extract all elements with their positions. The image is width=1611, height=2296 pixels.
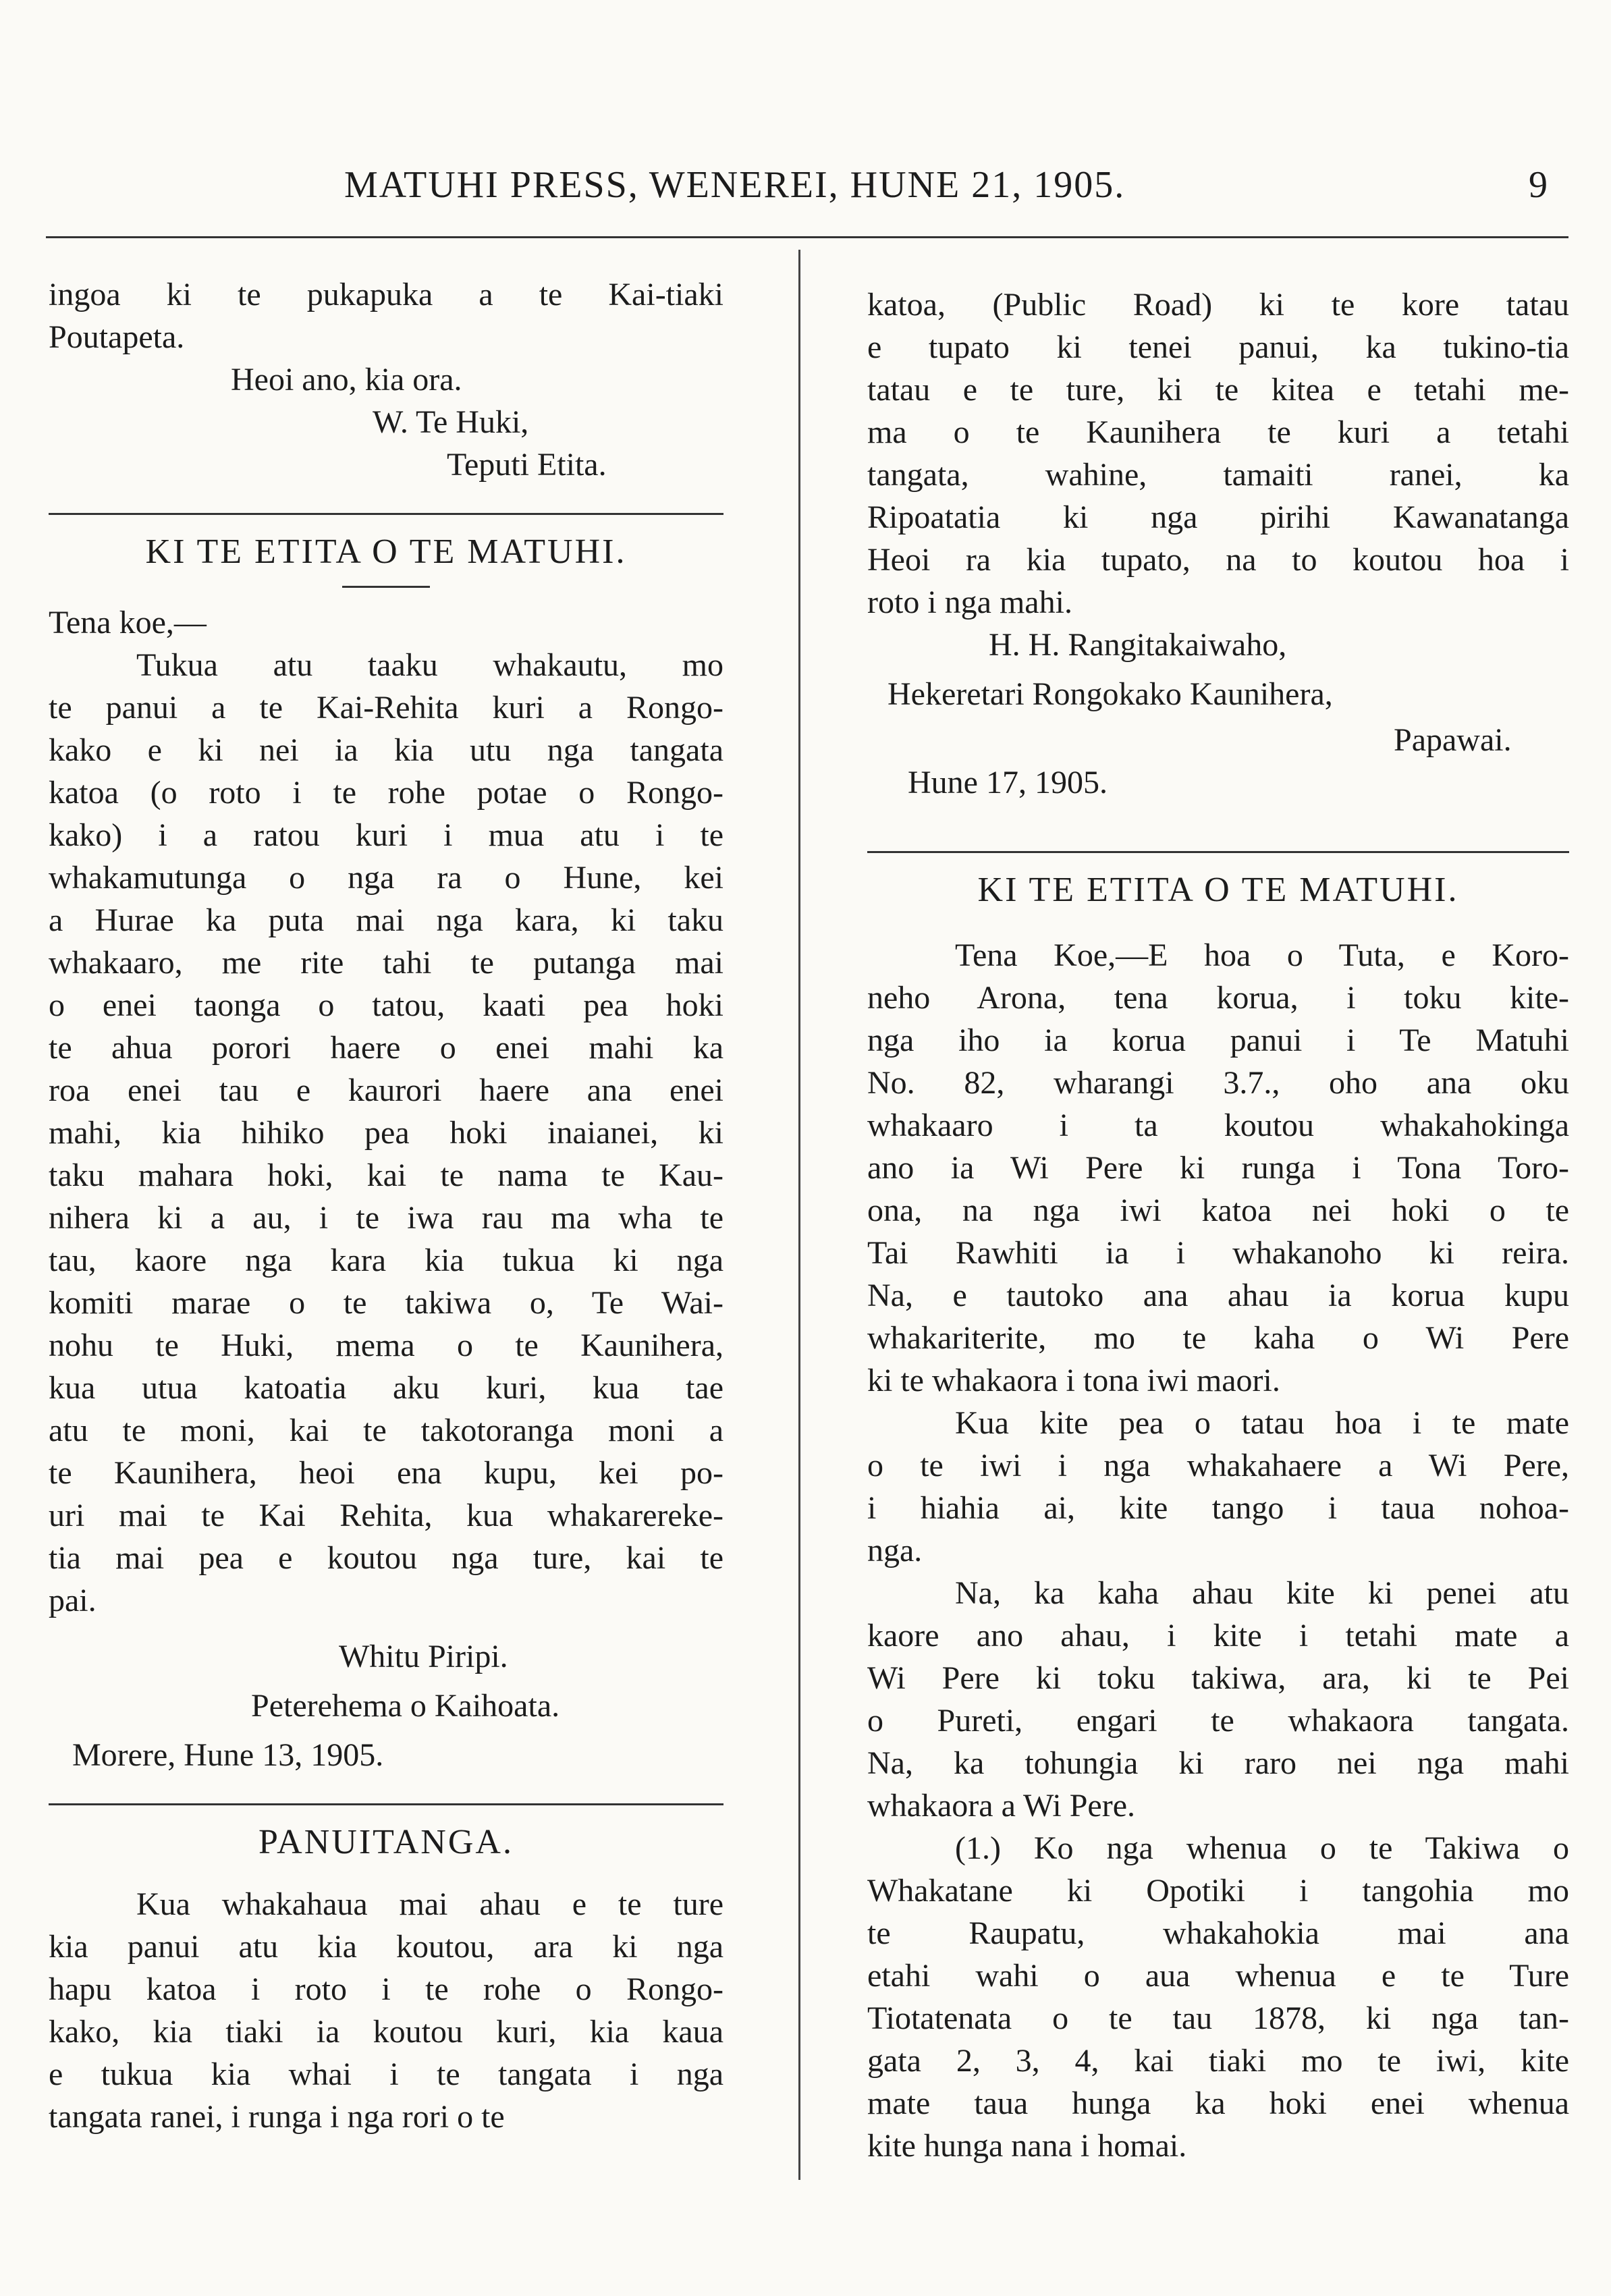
intro-role: Teputi Etita. (447, 447, 607, 483)
notice-place: Papawai. (1394, 722, 1512, 758)
text-line: nga. (867, 1533, 923, 1568)
text-line: Kua whakahaua mai ahau e te ture (136, 1886, 723, 1922)
text-line: Tena Koe,—E hoa o Tuta, e Koro- (955, 937, 1569, 973)
text-line: uri mai te Kai Rehita, kua whakarereke- (49, 1498, 723, 1533)
text-line: o enei taonga o tatou, kaati pea hoki (49, 987, 723, 1023)
text-line: katoa (o roto i te rohe potae o Rongo- (49, 775, 723, 811)
text-line: nga iho ia korua panui i Te Matuhi (867, 1022, 1569, 1058)
text-line: kua utua katoatia aku kuri, kua tae (49, 1370, 723, 1406)
text-line: ki te whakaora i tona iwi maori. (867, 1363, 1280, 1398)
text-line: whakaaro, me rite tahi te putanga mai (49, 945, 723, 981)
letter2-paragraph (867, 1402, 1569, 1572)
letter1-greeting: Tena koe,— (49, 605, 207, 640)
letter2-paragraph (867, 1827, 1569, 2167)
text-line: te panui a te Kai-Rehita kuri a Rongo- (49, 690, 723, 726)
text-line: ano ia Wi Pere ki runga i Tona Toro- (867, 1150, 1569, 1186)
text-line: katoa, (Public Road) ki te kore tatau (867, 287, 1569, 323)
letter1-title: KI TE ETITA O TE MATUHI. (145, 532, 627, 571)
text-line: tatau e te ture, ki te kitea e tetahi me- (867, 372, 1569, 408)
text-line: Whakatane ki Opotiki i tangohia mo (867, 1873, 1569, 1909)
text-line: kako, kia tiaki ia koutou kuri, kia kaua (49, 2014, 723, 2050)
text-line: tau, kaore nga kara kia tukua ki nga (49, 1242, 723, 1278)
letter1-role: Peterehema o Kaihoata. (251, 1688, 560, 1724)
notice-title: PANUITANGA. (258, 1823, 514, 1861)
header-rule (46, 236, 1568, 238)
text-line: e tupato ki tenei panui, ka tukino-tia (867, 329, 1569, 365)
text-line: Poutapeta. (49, 319, 185, 355)
text-line: nihera ki a au, i te iwa rau ma wha te (49, 1200, 723, 1236)
text-line: etahi wahi o aua whenua e te Ture (867, 1958, 1569, 1994)
notice-signature: H. H. Rangitakaiwaho, (989, 627, 1287, 663)
text-line: o Pureti, engari te whakaora tangata. (867, 1703, 1569, 1739)
letter1-body (49, 644, 723, 1622)
text-line: Ripoatatia ki nga pirihi Kawanatanga (867, 499, 1569, 535)
text-line: Wi Pere ki toku takiwa, ara, ki te Pei (867, 1660, 1569, 1696)
text-line: gata 2, 3, 4, kai tiaki mo te iwi, kite (867, 2043, 1569, 2079)
text-line: tia mai pea e koutou nga ture, kai te (49, 1540, 723, 1576)
text-line: atu te moni, kai te takotoranga moni a (49, 1413, 723, 1448)
text-line: tangata ranei, i runga i nga rori o te (49, 2099, 505, 2135)
text-line: whakamutunga o nga ra o Hune, kei (49, 860, 723, 896)
masthead-title: MATUHI PRESS, WENEREI, HUNE 21, 1905. (344, 164, 1126, 206)
intro-text (49, 273, 723, 358)
notice-role: Hekeretari Rongokako Kaunihera, (888, 676, 1333, 712)
text-line: komiti marae o te takiwa o, Te Wai- (49, 1285, 723, 1321)
text-line: kite hunga nana i homai. (867, 2128, 1187, 2164)
text-line: whakaaro i ta koutou whakahokinga (867, 1108, 1569, 1143)
text-line: mahi, kia hihiko pea hoki inaianei, ki (49, 1115, 723, 1151)
text-line: kako e ki nei ia kia utu nga tangata (49, 732, 723, 768)
text-line: taku mahara hoki, kai te nama te Kau- (49, 1157, 723, 1193)
text-line: mate taua hunga ka hoki enei whenua (867, 2085, 1569, 2121)
left-column (49, 273, 723, 2138)
title-dash (342, 586, 430, 588)
text-line: i hiahia ai, kite tango i taua nohoa- (867, 1490, 1569, 1526)
text-line: e tukua kia whai i te tangata i nga (49, 2056, 723, 2092)
text-line: (1.) Ko nga whenua o te Takiwa o (955, 1830, 1569, 1866)
text-line: Tai Rawhiti ia i whakanoho ki reira. (867, 1235, 1569, 1271)
page-number: 9 (1529, 164, 1548, 206)
text-line: roto i nga mahi. (867, 584, 1072, 620)
section-rule (49, 1803, 723, 1805)
notice-date: Hune 17, 1905. (908, 765, 1108, 800)
text-line: te ahua porori haere o enei mahi ka (49, 1030, 723, 1066)
letter1-place-date: Morere, Hune 13, 1905. (72, 1737, 384, 1773)
notice-body (49, 1883, 723, 2138)
text-line: a Hurae ka puta mai nga kara, ki taku (49, 902, 723, 938)
page-header (47, 163, 1566, 217)
text-line: kako) i a ratou kuri i mua atu i te (49, 817, 723, 853)
text-line: o te iwi i nga whakahaere a Wi Pere, (867, 1448, 1569, 1483)
letter1-signature: Whitu Piripi. (339, 1639, 508, 1674)
text-line: No. 82, wharangi 3.7., oho ana oku (867, 1065, 1569, 1101)
text-line: kia panui atu kia koutou, ara ki nga (49, 1929, 723, 1965)
right-column (867, 283, 1569, 2167)
text-line: Tiotatenata o te tau 1878, ki nga tan- (867, 2000, 1569, 2036)
text-line: ma o te Kaunihera te kuri a tetahi (867, 414, 1569, 450)
text-line: Kua kite pea o tatau hoa i te mate (955, 1405, 1569, 1441)
column-divider (798, 250, 800, 2180)
intro-closing: Heoi ano, kia ora. (231, 362, 462, 398)
text-line: te Kaunihera, heoi ena kupu, kei po- (49, 1455, 723, 1491)
text-line: roa enei tau e kaurori haere ana enei (49, 1072, 723, 1108)
text-line: ona, na nga iwi katoa nei hoki o te (867, 1193, 1569, 1228)
text-line: Na, ka tohungia ki raro nei nga mahi (867, 1745, 1569, 1781)
section-rule (49, 513, 723, 515)
text-line: neho Arona, tena korua, i toku kite- (867, 980, 1569, 1016)
text-line: tangata, wahine, tamaiti ranei, ka (867, 457, 1569, 493)
notice-continued (867, 283, 1569, 624)
text-line: whakariterite, mo te kaha o Wi Pere (867, 1320, 1569, 1356)
text-line: hapu katoa i roto i te rohe o Rongo- (49, 1971, 723, 2007)
text-line: ingoa ki te pukapuka a te Kai-tiaki (49, 277, 723, 312)
text-line: te Raupatu, whakahokia mai ana (867, 1915, 1569, 1951)
text-line: pai. (49, 1583, 97, 1618)
letter2-paragraph (867, 934, 1569, 1402)
letter2-paragraph (867, 1572, 1569, 1827)
text-line: Heoi ra kia tupato, na to koutou hoa i (867, 542, 1569, 578)
text-line: Na, e tautoko ana ahau ia korua kupu (867, 1278, 1569, 1313)
text-line: whakaora a Wi Pere. (867, 1788, 1136, 1824)
letter2-title: KI TE ETITA O TE MATUHI. (977, 871, 1459, 909)
text-line: Tukua atu taaku whakautu, mo (136, 647, 723, 683)
intro-signature: W. Te Huki, (373, 404, 529, 440)
text-line: nohu te Huki, mema o te Kaunihera, (49, 1328, 723, 1363)
text-line: Na, ka kaha ahau kite ki penei atu (955, 1575, 1569, 1611)
text-line: kaore ano ahau, i kite i tetahi mate a (867, 1618, 1569, 1653)
section-rule (867, 851, 1569, 853)
